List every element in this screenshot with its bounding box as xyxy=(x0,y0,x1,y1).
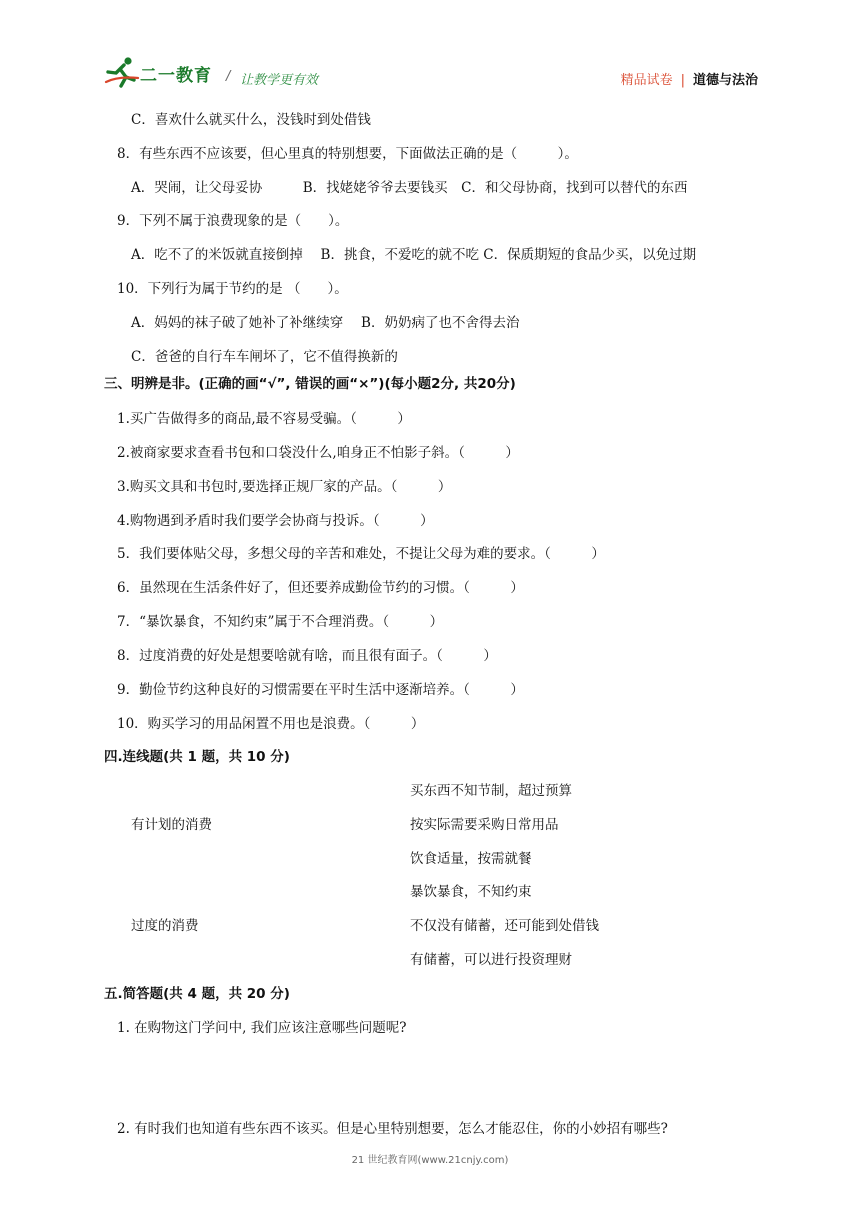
match-left-item: 过度的消费 xyxy=(131,918,199,934)
header-subject: 道德与法治 xyxy=(692,73,758,88)
question-10-option-c: C．爸爸的自行车车闸坏了，它不值得换新的 xyxy=(131,349,398,365)
match-right-item: 按实际需要采购日常用品 xyxy=(410,817,559,833)
question-9: 9．下列不属于浪费现象的是（ ）。 xyxy=(117,213,349,229)
section-3-title: 三、明辨是非。(正确的画“√”, 错误的画“×”)(每小题2分, 共20分) xyxy=(104,376,516,392)
section-5-title: 五.简答题(共 4 题，共 20 分) xyxy=(104,986,290,1002)
match-right-item: 不仅没有储蓄，还可能到处借钱 xyxy=(410,918,599,934)
judge-item: 8．过度消费的好处是想要啥就有啥，而且很有面子。（ ） xyxy=(117,648,497,664)
match-left-item: 有计划的消费 xyxy=(131,817,212,833)
question-8-options: A．哭闹，让父母妥协 B．找姥姥爷爷去要钱买 C．和父母协商，找到可以替代的东西 xyxy=(131,180,688,196)
choice-7-option-c: C．喜欢什么就买什么，没钱时到处借钱 xyxy=(131,112,371,128)
header-slogan: 让教学更有效 xyxy=(240,73,319,88)
header-quality: 精品试卷 xyxy=(620,73,673,88)
question-10: 10．下列行为属于节约的是 （ ）。 xyxy=(117,281,348,297)
header-separator: | xyxy=(680,73,685,88)
judge-item: 9．勤俭节约这种良好的习惯需要在平时生活中逐渐培养。（ ） xyxy=(117,682,524,698)
header-right xyxy=(621,69,758,88)
short-answer-question-2: 2. 有时我们也知道有些东西不该买。但是心里特别想要，怎么才能忍住，你的小妙招有哪些? xyxy=(117,1121,668,1137)
section-4-title: 四.连线题(共 1 题，共 10 分) xyxy=(104,749,290,765)
page-footer: 21 世纪教育网(www.21cnjy.com) xyxy=(351,1155,509,1166)
short-answer-question-1: 1. 在购物这门学问中, 我们应该注意哪些问题呢? xyxy=(117,1020,407,1036)
match-right-item: 有储蓄，可以进行投资理财 xyxy=(410,952,572,968)
question-10-options-ab: A．妈妈的袜子破了她补了补继续穿 B．奶奶病了也不舍得去治 xyxy=(131,315,520,331)
logo-text: 二一教育 xyxy=(140,66,212,86)
judge-item: 1.买广告做得多的商品,最不容易受骗。（ ） xyxy=(117,411,411,427)
match-right-item: 饮食适量，按需就餐 xyxy=(410,851,532,867)
judge-item: 6．虽然现在生活条件好了，但还要养成勤俭节约的习惯。（ ） xyxy=(117,580,524,596)
logo xyxy=(104,56,214,92)
header-slash: / xyxy=(226,69,231,84)
running-man-icon xyxy=(104,56,140,90)
judge-item: 4.购物遇到矛盾时我们要学会协商与投诉。（ ） xyxy=(117,513,434,529)
question-9-options: A．吃不了的米饭就直接倒掉 B．挑食，不爱吃的就不吃 C．保质期短的食品少买，以免过期 xyxy=(131,247,697,263)
judge-item: 3.购买文具和书包时,要选择正规厂家的产品。（ ） xyxy=(117,479,452,495)
question-8: 8．有些东西不应该要，但心里真的特别想要，下面做法正确的是（ ）。 xyxy=(117,146,578,162)
judge-item: 2.被商家要求查看书包和口袋没什么,咱身正不怕影子斜。（ ） xyxy=(117,445,519,461)
judge-item: 5．我们要体贴父母，多想父母的辛苦和难处，不提让父母为难的要求。（ ） xyxy=(117,546,605,562)
judge-item: 7．“暴饮暴食，不知约束”属于不合理消费。（ ） xyxy=(117,614,444,630)
judge-item: 10．购买学习的用品闲置不用也是浪费。（ ） xyxy=(117,716,425,732)
match-right-item: 买东西不知节制，超过预算 xyxy=(410,783,572,799)
match-right-item: 暴饮暴食，不知约束 xyxy=(410,884,532,900)
